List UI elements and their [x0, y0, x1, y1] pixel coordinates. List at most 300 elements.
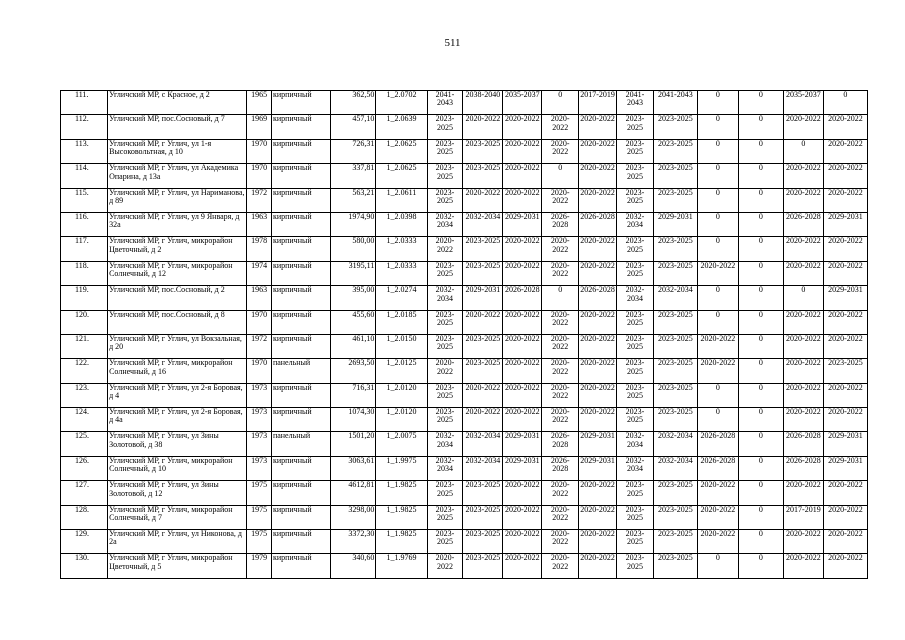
- cell-period-2: 2023-2025: [463, 237, 503, 261]
- cell-row-number: 122.: [61, 359, 108, 383]
- cell-period-6: 2023-2025: [617, 237, 654, 261]
- table-row: [61, 383, 868, 407]
- cell-row-number: 117.: [61, 237, 108, 261]
- cell-period-1: 2023-2025: [427, 408, 463, 432]
- cell-period-6: 2023-2025: [617, 334, 654, 358]
- cell-period-10: 2020-2022: [783, 481, 823, 505]
- cell-address: Угличский МР, г Углич, ул 1-я Высоковольтная, д 10: [108, 139, 247, 163]
- table-row: [61, 188, 868, 212]
- cell-period-6: 2023-2025: [617, 554, 654, 578]
- cell-wall-material: кирпичный: [271, 505, 330, 529]
- cell-rating-code: 1_2.0625: [376, 164, 427, 188]
- cell-period-2: 2020-2022: [463, 188, 503, 212]
- cell-period-8: 2020-2022: [697, 261, 738, 285]
- cell-wall-material: кирпичный: [271, 408, 330, 432]
- cell-period-8: 0: [697, 188, 738, 212]
- cell-period-6: 2023-2025: [617, 359, 654, 383]
- cell-period-5: 2020-2022: [579, 383, 617, 407]
- cell-period-9: 0: [738, 237, 783, 261]
- cell-period-5: 2017-2019: [579, 91, 617, 115]
- cell-period-4: 2020-2022: [542, 554, 579, 578]
- cell-period-8: 2020-2022: [697, 359, 738, 383]
- cell-year-built: 1972: [247, 334, 272, 358]
- cell-address: Угличский МР, г Углич, микрорайон Цветочный, д 2: [108, 237, 247, 261]
- cell-period-2: 2020-2022: [463, 310, 503, 334]
- cell-period-9: 0: [738, 554, 783, 578]
- cell-period-7: 2023-2025: [653, 115, 697, 139]
- cell-period-1: 2032-2034: [427, 286, 463, 310]
- cell-period-11: 2020-2022: [823, 505, 867, 529]
- cell-period-5: 2026-2028: [579, 212, 617, 236]
- cell-period-11: 2020-2022: [823, 383, 867, 407]
- table-row: [61, 212, 868, 236]
- cell-rating-code: 1_2.0398: [376, 212, 427, 236]
- cell-period-5: 2020-2022: [579, 334, 617, 358]
- cell-period-8: 2026-2028: [697, 456, 738, 480]
- cell-period-2: 2023-2025: [463, 334, 503, 358]
- cell-period-6: 2023-2025: [617, 261, 654, 285]
- cell-wall-material: кирпичный: [271, 334, 330, 358]
- cell-period-2: 2038-2040: [463, 91, 503, 115]
- cell-period-4: 2026-2028: [542, 432, 579, 456]
- cell-area: 580,00: [331, 237, 376, 261]
- cell-rating-code: 1_2.0120: [376, 408, 427, 432]
- cell-period-10: 2020-2022: [783, 261, 823, 285]
- cell-rating-code: 1_1.9825: [376, 530, 427, 554]
- cell-rating-code: 1_2.0125: [376, 359, 427, 383]
- cell-period-4: 2026-2028: [542, 212, 579, 236]
- cell-period-10: 0: [783, 139, 823, 163]
- cell-period-6: 2023-2025: [617, 115, 654, 139]
- cell-period-11: 2029-2031: [823, 432, 867, 456]
- cell-year-built: 1963: [247, 286, 272, 310]
- cell-wall-material: кирпичный: [271, 286, 330, 310]
- cell-period-9: 0: [738, 164, 783, 188]
- cell-wall-material: панельный: [271, 432, 330, 456]
- cell-period-6: 2032-2034: [617, 432, 654, 456]
- cell-period-5: 2020-2022: [579, 115, 617, 139]
- cell-period-7: 2023-2025: [653, 530, 697, 554]
- cell-rating-code: 1_2.0639: [376, 115, 427, 139]
- cell-period-9: 0: [738, 383, 783, 407]
- cell-period-3: 2020-2022: [503, 261, 542, 285]
- cell-period-9: 0: [738, 408, 783, 432]
- cell-row-number: 119.: [61, 286, 108, 310]
- cell-year-built: 1979: [247, 554, 272, 578]
- cell-period-11: 2020-2022: [823, 334, 867, 358]
- cell-address: Угличский МР, г Углич, микрорайон Солнечный, д 10: [108, 456, 247, 480]
- cell-address: Угличский МР, г Углич, микрорайон Солнечный, д 16: [108, 359, 247, 383]
- cell-period-3: 2020-2022: [503, 359, 542, 383]
- cell-address: Угличский МР, пос.Сосновый, д 7: [108, 115, 247, 139]
- cell-period-7: 2029-2031: [653, 212, 697, 236]
- cell-wall-material: кирпичный: [271, 237, 330, 261]
- cell-rating-code: 1_2.0702: [376, 91, 427, 115]
- cell-row-number: 118.: [61, 261, 108, 285]
- cell-period-3: 2020-2022: [503, 383, 542, 407]
- cell-period-2: 2023-2025: [463, 261, 503, 285]
- cell-period-1: 2023-2025: [427, 164, 463, 188]
- cell-period-5: 2020-2022: [579, 408, 617, 432]
- cell-period-2: 2023-2025: [463, 554, 503, 578]
- cell-year-built: 1970: [247, 310, 272, 334]
- cell-period-5: 2020-2022: [579, 359, 617, 383]
- cell-period-11: 2020-2022: [823, 164, 867, 188]
- cell-area: 362,50: [331, 91, 376, 115]
- cell-period-10: 2035-2037: [783, 91, 823, 115]
- cell-period-7: 2023-2025: [653, 359, 697, 383]
- table-row: [61, 408, 868, 432]
- cell-period-10: 2020-2022: [783, 237, 823, 261]
- cell-period-6: 2023-2025: [617, 310, 654, 334]
- cell-period-8: 0: [697, 408, 738, 432]
- cell-year-built: 1973: [247, 383, 272, 407]
- cell-address: Угличский МР, г Углич, ул Никонова, д 2а: [108, 530, 247, 554]
- cell-period-3: 2020-2022: [503, 164, 542, 188]
- table-row: [61, 286, 868, 310]
- cell-period-9: 0: [738, 139, 783, 163]
- cell-period-4: 2020-2022: [542, 237, 579, 261]
- cell-area: 3298,00: [331, 505, 376, 529]
- cell-period-11: 0: [823, 91, 867, 115]
- cell-row-number: 129.: [61, 530, 108, 554]
- cell-row-number: 114.: [61, 164, 108, 188]
- cell-period-10: 2020-2022: [783, 383, 823, 407]
- cell-period-1: 2023-2025: [427, 310, 463, 334]
- cell-address: Угличский МР, г Углич, ул Академика Опарина, д 13а: [108, 164, 247, 188]
- cell-period-8: 0: [697, 286, 738, 310]
- cell-period-5: 2020-2022: [579, 310, 617, 334]
- cell-period-4: 2020-2022: [542, 139, 579, 163]
- cell-period-10: 2020-2022: [783, 115, 823, 139]
- cell-wall-material: кирпичный: [271, 139, 330, 163]
- table-row: [61, 237, 868, 261]
- cell-period-7: 2023-2025: [653, 139, 697, 163]
- cell-address: Угличский МР, с Красное, д 2: [108, 91, 247, 115]
- cell-period-7: 2023-2025: [653, 481, 697, 505]
- cell-period-7: 2023-2025: [653, 505, 697, 529]
- cell-period-11: 2029-2031: [823, 456, 867, 480]
- cell-row-number: 121.: [61, 334, 108, 358]
- cell-wall-material: кирпичный: [271, 91, 330, 115]
- cell-period-9: 0: [738, 456, 783, 480]
- cell-rating-code: 1_2.0333: [376, 237, 427, 261]
- cell-year-built: 1978: [247, 237, 272, 261]
- cell-period-3: 2020-2022: [503, 530, 542, 554]
- cell-period-11: 2020-2022: [823, 261, 867, 285]
- cell-period-10: 0: [783, 286, 823, 310]
- cell-period-4: 2020-2022: [542, 408, 579, 432]
- cell-period-3: 2029-2031: [503, 212, 542, 236]
- cell-wall-material: кирпичный: [271, 164, 330, 188]
- cell-wall-material: панельный: [271, 359, 330, 383]
- cell-period-4: 2020-2022: [542, 481, 579, 505]
- cell-area: 395,00: [331, 286, 376, 310]
- cell-wall-material: кирпичный: [271, 554, 330, 578]
- page-number: 511: [444, 37, 461, 49]
- cell-period-5: 2020-2022: [579, 530, 617, 554]
- cell-period-5: 2020-2022: [579, 481, 617, 505]
- cell-wall-material: кирпичный: [271, 212, 330, 236]
- cell-period-4: 0: [542, 286, 579, 310]
- cell-period-4: 2020-2022: [542, 115, 579, 139]
- cell-period-3: 2020-2022: [503, 310, 542, 334]
- cell-year-built: 1973: [247, 432, 272, 456]
- cell-period-1: 2023-2025: [427, 530, 463, 554]
- cell-period-10: 2020-2022: [783, 310, 823, 334]
- cell-period-4: 2020-2022: [542, 383, 579, 407]
- cell-period-4: 0: [542, 164, 579, 188]
- cell-address: Угличский МР, г Углич, ул Нариманова, д 89: [108, 188, 247, 212]
- cell-row-number: 128.: [61, 505, 108, 529]
- cell-year-built: 1970: [247, 359, 272, 383]
- cell-period-8: 0: [697, 164, 738, 188]
- cell-period-6: 2023-2025: [617, 188, 654, 212]
- cell-period-1: 2032-2034: [427, 456, 463, 480]
- cell-area: 3063,61: [331, 456, 376, 480]
- cell-period-6: 2023-2025: [617, 505, 654, 529]
- table-row: [61, 530, 868, 554]
- cell-period-10: 2017-2019: [783, 505, 823, 529]
- cell-period-1: 2020-2022: [427, 237, 463, 261]
- cell-period-11: 2020-2022: [823, 554, 867, 578]
- cell-rating-code: 1_2.0333: [376, 261, 427, 285]
- cell-rating-code: 1_2.0185: [376, 310, 427, 334]
- cell-row-number: 115.: [61, 188, 108, 212]
- cell-period-10: 2020-2022: [783, 554, 823, 578]
- cell-period-8: 2020-2022: [697, 334, 738, 358]
- cell-period-4: 2020-2022: [542, 359, 579, 383]
- cell-address: Угличский МР, г Углич, микрорайон Цветочный, д 5: [108, 554, 247, 578]
- cell-period-8: 0: [697, 115, 738, 139]
- cell-wall-material: кирпичный: [271, 383, 330, 407]
- cell-period-9: 0: [738, 91, 783, 115]
- cell-period-9: 0: [738, 286, 783, 310]
- cell-period-5: 2026-2028: [579, 286, 617, 310]
- cell-period-3: 2035-2037: [503, 91, 542, 115]
- cell-period-7: 2023-2025: [653, 188, 697, 212]
- cell-rating-code: 1_1.9825: [376, 481, 427, 505]
- cell-row-number: 113.: [61, 139, 108, 163]
- cell-year-built: 1965: [247, 91, 272, 115]
- cell-period-2: 2032-2034: [463, 432, 503, 456]
- table-row: [61, 505, 868, 529]
- cell-period-3: 2029-2031: [503, 432, 542, 456]
- cell-area: 2693,50: [331, 359, 376, 383]
- cell-period-1: 2023-2025: [427, 188, 463, 212]
- cell-period-11: 2020-2022: [823, 237, 867, 261]
- cell-period-2: 2023-2025: [463, 139, 503, 163]
- cell-period-10: 2026-2028: [783, 456, 823, 480]
- table-row: [61, 456, 868, 480]
- cell-period-4: 2020-2022: [542, 334, 579, 358]
- cell-address: Угличский МР, г Углич, микрорайон Солнечный, д 7: [108, 505, 247, 529]
- cell-period-9: 0: [738, 359, 783, 383]
- cell-period-9: 0: [738, 115, 783, 139]
- cell-period-5: 2020-2022: [579, 505, 617, 529]
- cell-wall-material: кирпичный: [271, 310, 330, 334]
- cell-period-8: 2020-2022: [697, 505, 738, 529]
- cell-period-2: 2020-2022: [463, 408, 503, 432]
- cell-year-built: 1972: [247, 188, 272, 212]
- cell-rating-code: 1_1.9769: [376, 554, 427, 578]
- cell-area: 1501,20: [331, 432, 376, 456]
- cell-period-3: 2020-2022: [503, 481, 542, 505]
- cell-period-3: 2020-2022: [503, 188, 542, 212]
- cell-period-1: 2023-2025: [427, 261, 463, 285]
- cell-area: 457,10: [331, 115, 376, 139]
- cell-period-11: 2029-2031: [823, 286, 867, 310]
- cell-row-number: 123.: [61, 383, 108, 407]
- cell-area: 1974,90: [331, 212, 376, 236]
- cell-period-5: 2020-2022: [579, 261, 617, 285]
- cell-period-7: 2023-2025: [653, 164, 697, 188]
- cell-period-10: 2020-2022: [783, 164, 823, 188]
- cell-rating-code: 1_2.0120: [376, 383, 427, 407]
- cell-period-8: 0: [697, 554, 738, 578]
- cell-period-1: 2023-2025: [427, 139, 463, 163]
- cell-period-1: 2023-2025: [427, 505, 463, 529]
- cell-period-3: 2020-2022: [503, 554, 542, 578]
- cell-period-3: 2020-2022: [503, 115, 542, 139]
- cell-area: 455,60: [331, 310, 376, 334]
- cell-period-2: 2020-2022: [463, 115, 503, 139]
- cell-period-9: 0: [738, 261, 783, 285]
- cell-period-9: 0: [738, 530, 783, 554]
- cell-area: 716,31: [331, 383, 376, 407]
- table-row: [61, 310, 868, 334]
- cell-period-6: 2023-2025: [617, 383, 654, 407]
- cell-period-6: 2041-2043: [617, 91, 654, 115]
- cell-period-1: 2023-2025: [427, 115, 463, 139]
- cell-rating-code: 1_1.9825: [376, 505, 427, 529]
- cell-period-1: 2023-2025: [427, 481, 463, 505]
- cell-area: 337,81: [331, 164, 376, 188]
- cell-wall-material: кирпичный: [271, 115, 330, 139]
- cell-period-10: 2020-2022: [783, 530, 823, 554]
- cell-row-number: 120.: [61, 310, 108, 334]
- cell-period-7: 2032-2034: [653, 286, 697, 310]
- cell-period-8: 0: [697, 383, 738, 407]
- cell-rating-code: 1_2.0150: [376, 334, 427, 358]
- cell-period-10: 2020-2022: [783, 334, 823, 358]
- cell-row-number: 127.: [61, 481, 108, 505]
- cell-period-6: 2023-2025: [617, 164, 654, 188]
- table-row: [61, 164, 868, 188]
- cell-year-built: 1974: [247, 261, 272, 285]
- cell-period-3: 2020-2022: [503, 408, 542, 432]
- cell-period-7: 2023-2025: [653, 334, 697, 358]
- cell-period-7: 2041-2043: [653, 91, 697, 115]
- cell-period-1: 2023-2025: [427, 383, 463, 407]
- cell-period-6: 2032-2034: [617, 212, 654, 236]
- cell-period-5: 2020-2022: [579, 164, 617, 188]
- cell-period-4: 2026-2028: [542, 456, 579, 480]
- cell-period-10: 2026-2028: [783, 432, 823, 456]
- cell-wall-material: кирпичный: [271, 261, 330, 285]
- cell-row-number: 124.: [61, 408, 108, 432]
- cell-area: 4612,81: [331, 481, 376, 505]
- cell-wall-material: кирпичный: [271, 456, 330, 480]
- cell-row-number: 126.: [61, 456, 108, 480]
- cell-period-4: 2020-2022: [542, 188, 579, 212]
- cell-period-2: 2023-2025: [463, 359, 503, 383]
- cell-address: Угличский МР, г Углич, ул 2-я Боровая, д 4: [108, 383, 247, 407]
- cell-period-1: 2032-2034: [427, 212, 463, 236]
- cell-period-11: 2020-2022: [823, 188, 867, 212]
- cell-period-10: 2020-2022: [783, 359, 823, 383]
- cell-period-7: 2023-2025: [653, 554, 697, 578]
- cell-period-7: 2023-2025: [653, 383, 697, 407]
- cell-wall-material: кирпичный: [271, 481, 330, 505]
- cell-rating-code: 1_1.9975: [376, 456, 427, 480]
- cell-period-7: 2023-2025: [653, 261, 697, 285]
- cell-period-5: 2020-2022: [579, 188, 617, 212]
- cell-row-number: 111.: [61, 91, 108, 115]
- cell-period-11: 2023-2025: [823, 359, 867, 383]
- cell-address: Угличский МР, г Углич, ул Вокзальная, д 20: [108, 334, 247, 358]
- table-row: [61, 115, 868, 139]
- cell-row-number: 112.: [61, 115, 108, 139]
- cell-rating-code: 1_2.0274: [376, 286, 427, 310]
- cell-period-2: 2023-2025: [463, 505, 503, 529]
- cell-period-11: 2020-2022: [823, 408, 867, 432]
- cell-period-4: 2020-2022: [542, 505, 579, 529]
- cell-period-2: 2020-2022: [463, 383, 503, 407]
- cell-period-11: 2020-2022: [823, 481, 867, 505]
- cell-period-3: 2026-2028: [503, 286, 542, 310]
- cell-rating-code: 1_2.0075: [376, 432, 427, 456]
- table-row: [61, 432, 868, 456]
- cell-period-7: 2023-2025: [653, 408, 697, 432]
- cell-period-7: 2023-2025: [653, 237, 697, 261]
- cell-area: 3195,11: [331, 261, 376, 285]
- cell-row-number: 125.: [61, 432, 108, 456]
- cell-period-3: 2029-2031: [503, 456, 542, 480]
- cell-period-2: 2029-2031: [463, 286, 503, 310]
- cell-year-built: 1975: [247, 505, 272, 529]
- cell-period-1: 2023-2025: [427, 334, 463, 358]
- cell-address: Угличский МР, пос.Сосновый, д 8: [108, 310, 247, 334]
- cell-period-5: 2020-2022: [579, 554, 617, 578]
- cell-period-11: 2020-2022: [823, 139, 867, 163]
- cell-period-6: 2023-2025: [617, 139, 654, 163]
- cell-period-9: 0: [738, 481, 783, 505]
- cell-period-3: 2020-2022: [503, 505, 542, 529]
- cell-rating-code: 1_2.0625: [376, 139, 427, 163]
- cell-address: Угличский МР, г Углич, ул Зины Золотовой, д 12: [108, 481, 247, 505]
- cell-period-3: 2020-2022: [503, 139, 542, 163]
- cell-period-10: 2020-2022: [783, 188, 823, 212]
- cell-period-5: 2020-2022: [579, 237, 617, 261]
- cell-year-built: 1969: [247, 115, 272, 139]
- cell-address: Угличский МР, г Углич, ул 2-я Боровая, д 4а: [108, 408, 247, 432]
- cell-area: 1074,30: [331, 408, 376, 432]
- table-row: [61, 334, 868, 358]
- cell-period-11: 2020-2022: [823, 530, 867, 554]
- cell-year-built: 1973: [247, 408, 272, 432]
- cell-period-11: 2020-2022: [823, 115, 867, 139]
- cell-area: 726,31: [331, 139, 376, 163]
- table-body: [61, 91, 868, 579]
- cell-period-6: 2032-2034: [617, 286, 654, 310]
- cell-period-11: 2029-2031: [823, 212, 867, 236]
- cell-period-5: 2029-2031: [579, 456, 617, 480]
- cell-period-9: 0: [738, 334, 783, 358]
- cell-period-4: 0: [542, 91, 579, 115]
- cell-period-2: 2032-2034: [463, 456, 503, 480]
- cell-address: Угличский МР, г Углич, ул Зины Золотовой, д 38: [108, 432, 247, 456]
